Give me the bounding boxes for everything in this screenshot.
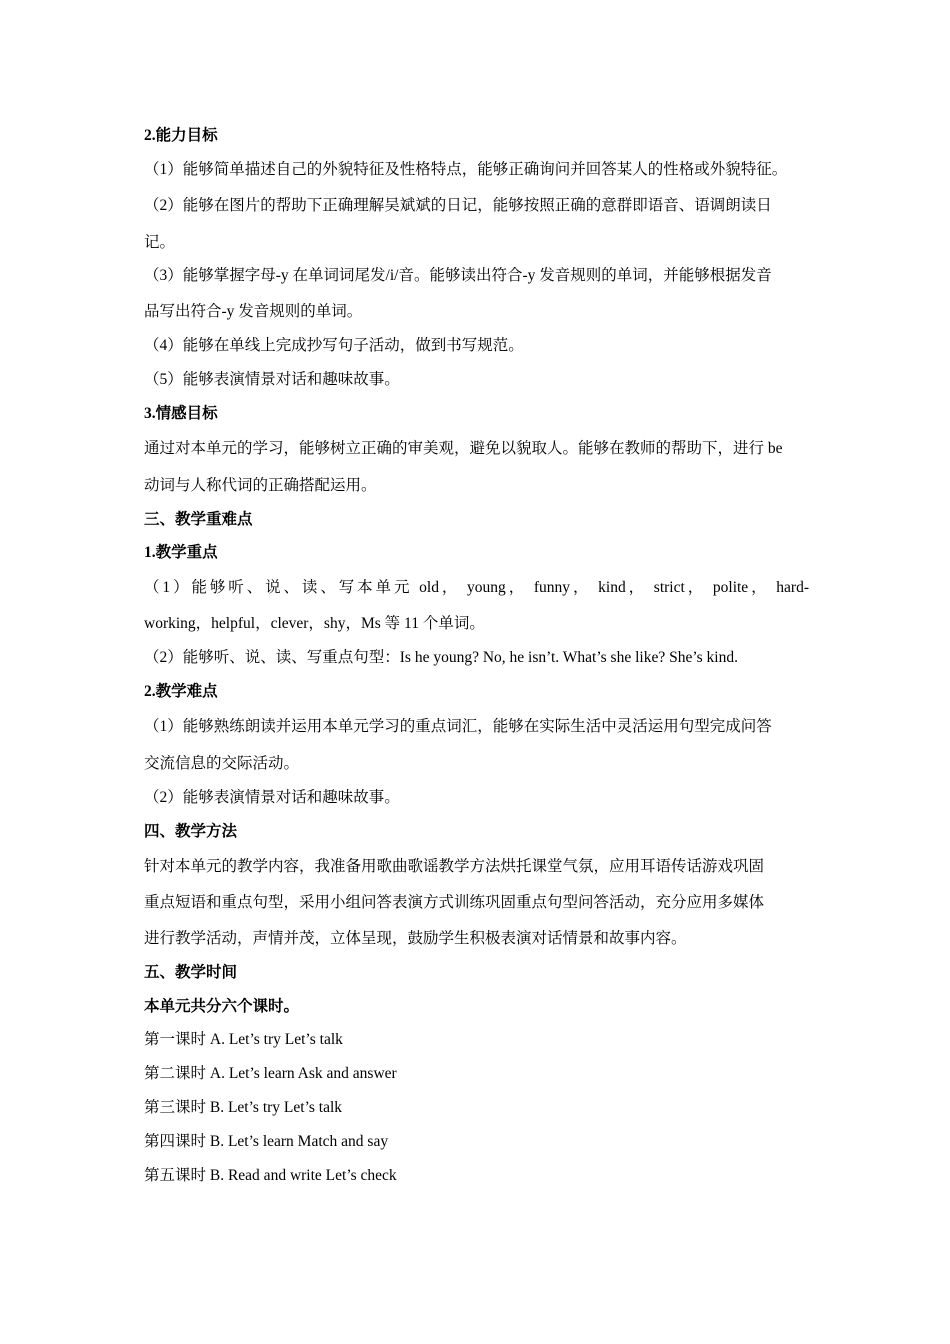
lesson-item-2: 第二课时 A. Let’s learn Ask and answer bbox=[144, 1065, 397, 1082]
lesson-item-5: 第五课时 B. Read and write Let’s check bbox=[144, 1167, 397, 1184]
ability-goal-item-1: （1）能够简单描述自己的外貌特征及性格特点，能够正确询问并回答某人的性格或外貌特征。 bbox=[144, 161, 788, 178]
methods-line-1: 针对本单元的教学内容，我准备用歌曲歌谣教学方法烘托课堂气氛，应用耳语传话游戏巩固 bbox=[144, 858, 765, 875]
teaching-difficulty-item-1-line-2: 交流信息的交际活动。 bbox=[144, 755, 300, 772]
teaching-focus-item-1-line-1: （1）能够听、说、读、写本单元 old， young， funny， kind， strict， polite， hard- bbox=[144, 579, 809, 596]
emotion-goals-line-1: 通过对本单元的学习，能够树立正确的审美观，避免以貌取人。能够在教师的帮助下，进行 be bbox=[144, 440, 783, 457]
teaching-focus-item-2: （2）能够听、说、读、写重点句型：Is he young? No, he isn’t. What’s she like? She’s kind. bbox=[144, 649, 738, 666]
teaching-difficulty-item-2: （2）能够表演情景对话和趣味故事。 bbox=[144, 789, 400, 806]
ability-goal-item-3-line-2: 品写出符合-y 发音规则的单词。 bbox=[144, 303, 363, 320]
teaching-focus-heading: 1.教学重点 bbox=[144, 544, 218, 561]
schedule-summary: 本单元共分六个课时。 bbox=[144, 998, 300, 1015]
methods-line-2: 重点短语和重点句型，采用小组问答表演方式训练巩固重点句型问答活动，充分应用多媒体 bbox=[144, 894, 765, 911]
methods-heading: 四、教学方法 bbox=[144, 823, 238, 840]
teaching-difficulty-heading: 2.教学难点 bbox=[144, 683, 218, 700]
schedule-heading: 五、教学时间 bbox=[144, 964, 238, 981]
lesson-item-3: 第三课时 B. Let’s try Let’s talk bbox=[144, 1099, 343, 1116]
ability-goal-item-4: （4）能够在单线上完成抄写句子活动，做到书写规范。 bbox=[144, 337, 524, 354]
ability-goals-heading: 2.能力目标 bbox=[144, 127, 218, 144]
ability-goal-item-2-line-2: 记。 bbox=[144, 234, 176, 251]
emotion-goals-line-2: 动词与人称代词的正确搭配运用。 bbox=[144, 477, 377, 494]
ability-goal-item-3-line-1: （3）能够掌握字母-y 在单词词尾发/i/音。能够读出符合-y 发音规则的单词，并能够根据发音 bbox=[144, 267, 772, 284]
lesson-item-1: 第一课时 A. Let’s try Let’s talk bbox=[144, 1031, 343, 1048]
ability-goal-item-2-line-1: （2）能够在图片的帮助下正确理解吴斌斌的日记，能够按照正确的意群即语音、语调朗读日 bbox=[144, 197, 772, 214]
teaching-focus-item-1-line-2: working，helpful，clever，shy，Ms 等 11 个单词。 bbox=[144, 615, 485, 632]
emotion-goals-heading: 3.情感目标 bbox=[144, 405, 218, 422]
methods-line-3: 进行教学活动，声情并茂，立体呈现，鼓励学生积极表演对话情景和故事内容。 bbox=[144, 930, 687, 947]
lesson-item-4: 第四课时 B. Let’s learn Match and say bbox=[144, 1133, 389, 1150]
key-points-section-heading: 三、教学重难点 bbox=[144, 511, 253, 528]
ability-goal-item-5: （5）能够表演情景对话和趣味故事。 bbox=[144, 371, 400, 388]
teaching-difficulty-item-1-line-1: （1）能够熟练朗读并运用本单元学习的重点词汇，能够在实际生活中灵活运用句型完成问答 bbox=[144, 718, 772, 735]
